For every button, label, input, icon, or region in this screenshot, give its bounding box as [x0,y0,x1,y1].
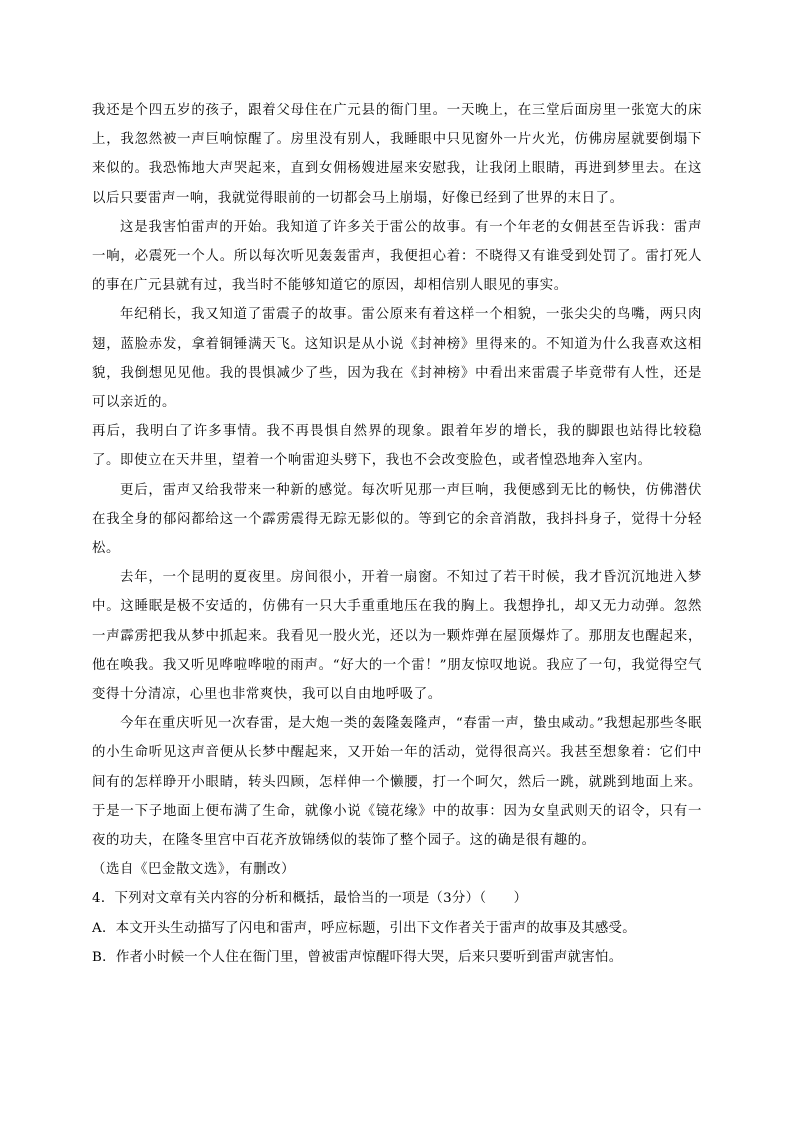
article-paragraph-7: 今年在重庆听见一次春雷，是大炮一类的轰隆轰隆声，“春雷一声，蛰虫咸动。”我想起那些冬眠的小生命听见这声音便从长梦中醒起来，又开始一年的活动，觉得很高兴。我甚至想象着：它们中间有的怎样睁开小眼睛，转头四顾，怎样伸一个懒腰，打一个呵欠，然后一跳，就跳到地面上来。于是一下子地面上便布满了生命，就像小说《镜花缘》中的故事：因为女皇武则天的诏令，只有一夜的功夫，在隆冬里宫中百花齐放锦绣似的装饰了整个园子。这的确是很有趣的。 [92,716,702,849]
document-body [92,96,702,972]
question-option-a: A．本文开头生动描写了闪电和雷声，呼应标题，引出下文作者关于雷声的故事及其感受。 [92,920,636,936]
article-paragraph-6: 去年，一个昆明的夏夜里。房间很小，开着一扇窗。不知过了若干时候，我才昏沉沉地进入梦中。这睡眠是极不安适的，仿佛有一只大手重重地压在我的胸上。我想挣扎，却又无力动弹。忽然一声霹雳把我从梦中抓起来。我看见一股火光，还以为一颗炸弹在屋顶爆炸了。那朋友也醒起来，他在唤我。我又听见哗啦哗啦的雨声。“好大的一个雷！”朋友惊叹地说。我应了一句，我觉得空气变得十分清凉，心里也非常爽快，我可以自由地呼吸了。 [92,570,702,703]
source-citation: （选自《巴金散文选》，有删改） [92,862,296,878]
question-stem: 4．下列对文章有关内容的分析和概括，最恰当的一项是（3分）（ ） [92,891,528,907]
article-paragraph-4: 再后，我明白了许多事情。我不再畏惧自然界的现象。跟着年岁的增长，我的脚跟也站得比较稳了。即使立在天井里，望着一个响雷迎头劈下，我也不会改变脸色，或者惶恐地奔入室内。 [92,424,702,469]
article-paragraph-5: 更后，雷声又给我带来一种新的感觉。每次听见那一声巨响，我便感到无比的畅快，仿佛潜伏在我全身的郁闷都给这一个霹雳震得无踪无影似的。等到它的余音消散，我抖抖身子，觉得十分轻松。 [92,482,702,557]
article-paragraph-3: 年纪稍长，我又知道了雷震子的故事。雷公原来有着这样一个相貌，一张尖尖的鸟嘴，两只肉翅，蓝脸赤发，拿着铜锤满天飞。这知识是从小说《封神榜》里得来的。不知道为什么我喜欢这相貌，我倒想见见他。我的畏惧减少了些，因为我在《封神榜》中看出来雷震子毕竟带有人性，还是可以亲近的。 [92,307,702,411]
article-paragraph-2: 这是我害怕雷声的开始。我知道了许多关于雷公的故事。有一个年老的女佣甚至告诉我：雷声一响，必震死一个人。所以每次听见轰轰雷声，我便担心着：不晓得又有谁受到处罚了。雷打死人的事在广元县就有过，我当时不能够知道它的原因，却相信别人眼见的事实。 [92,219,702,294]
article-paragraph-1: 我还是个四五岁的孩子，跟着父母住在广元县的衙门里。一天晚上，在三堂后面房里一张宽大的床上，我忽然被一声巨响惊醒了。房里没有别人，我睡眼中只见窗外一片火光，仿佛房屋就要倒塌下来似的。我恐怖地大声哭起来，直到女佣杨嫂进屋来安慰我，让我闭上眼睛，再进到梦里去。在这以后只要雷声一响，我就觉得眼前的一切都会马上崩塌，好像已经到了世界的末日了。 [92,103,702,206]
question-option-b: B．作者小时候一个人住在衙门里，曾被雷声惊醒吓得大哭，后来只要听到雷声就害怕。 [92,949,623,965]
